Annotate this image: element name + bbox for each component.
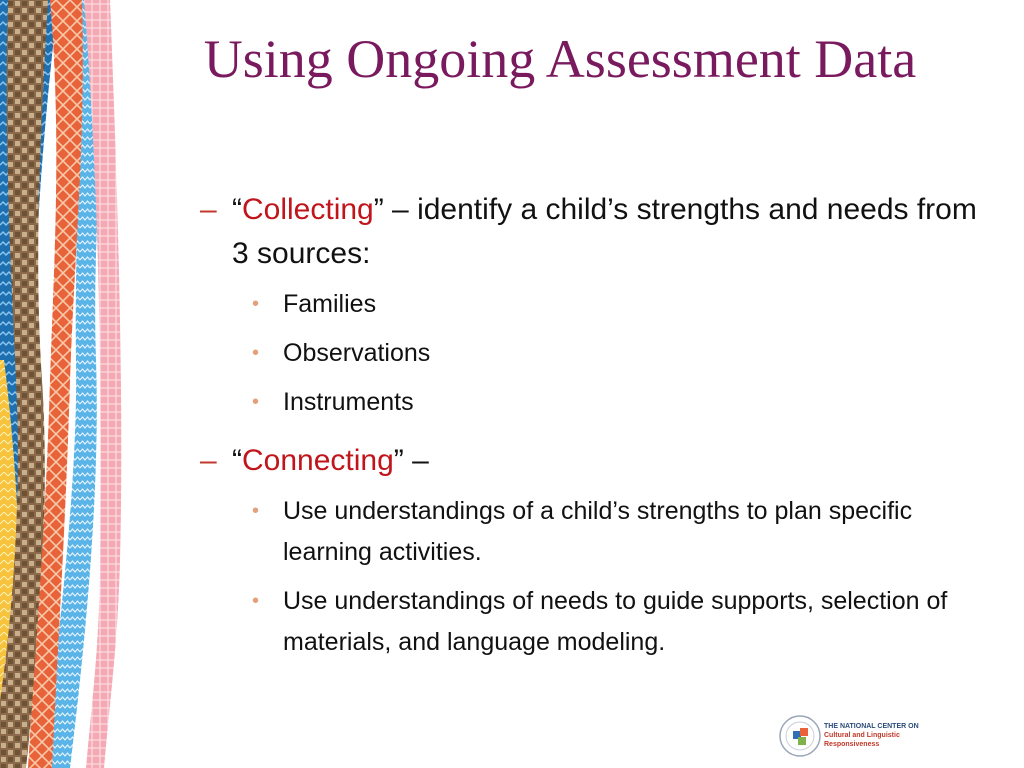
slide-content bbox=[200, 188, 990, 671]
bullet-icon: • bbox=[252, 293, 260, 315]
connecting-text: ” – bbox=[393, 444, 429, 477]
open-quote: “ bbox=[232, 193, 242, 226]
slide-title: Using Ongoing Assessment Data bbox=[203, 29, 917, 89]
sub-bullet-text: Families bbox=[283, 290, 377, 318]
sub-bullet-needs bbox=[200, 581, 990, 663]
bullet-icon: • bbox=[252, 590, 260, 612]
seal-icon bbox=[778, 712, 822, 760]
open-quote: “ bbox=[232, 444, 242, 477]
bullet-icon: • bbox=[252, 500, 260, 522]
bullet-icon: • bbox=[252, 342, 260, 364]
keyword-connecting: Connecting bbox=[242, 444, 394, 477]
dash-marker: – bbox=[200, 193, 217, 226]
logo-line-2: Cultural and Linguistic bbox=[824, 732, 900, 739]
sub-bullet-text: Instruments bbox=[283, 388, 414, 416]
sub-bullet-text: Observations bbox=[283, 339, 431, 367]
bullet-icon: • bbox=[252, 391, 260, 413]
keyword-collecting: Collecting bbox=[242, 193, 374, 226]
sub-bullet-observations bbox=[200, 333, 990, 374]
sub-bullet-strengths bbox=[200, 491, 990, 573]
bullet-connecting bbox=[200, 439, 990, 483]
sub-bullet-text: Use understandings of needs to guide supports, selection of materials, and language modeling. bbox=[283, 587, 948, 656]
logo-line-1: THE NATIONAL CENTER ON bbox=[824, 723, 919, 730]
sub-bullet-text: Use understandings of a child’s strengths to plan specific learning activities. bbox=[283, 497, 913, 566]
national-center-logo bbox=[778, 712, 928, 760]
logo-text bbox=[824, 722, 928, 749]
bullet-collecting bbox=[200, 188, 990, 276]
dash-marker: – bbox=[200, 444, 217, 477]
sub-bullet-families bbox=[200, 284, 990, 325]
logo-line-3: Responsiveness bbox=[824, 741, 880, 748]
collecting-text: ” – identify a child’s strengths and needs from 3 sources: bbox=[232, 193, 977, 270]
sub-bullet-instruments bbox=[200, 382, 990, 423]
decorative-ribbons bbox=[0, 0, 140, 768]
